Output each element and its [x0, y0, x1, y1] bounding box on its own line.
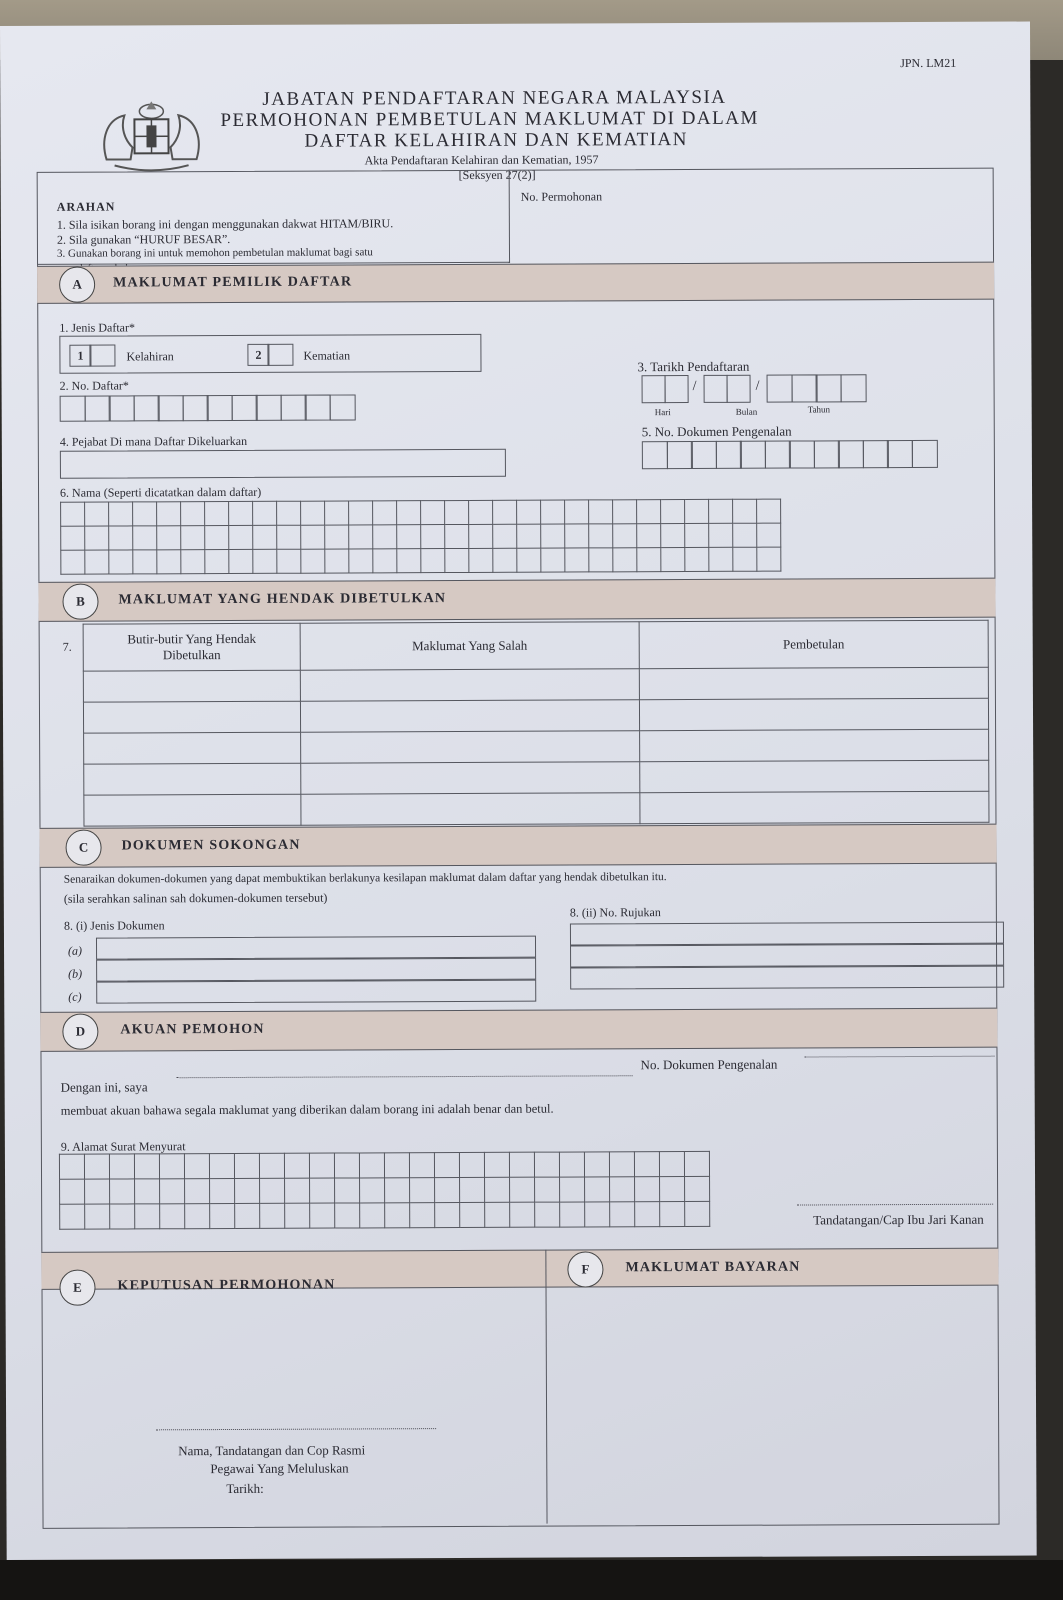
item-7-number: 7.	[62, 639, 72, 654]
section-a-badge: A	[59, 267, 95, 303]
akuan-statement: membuat akuan bahawa segala maklumat yang diberikan dalam borang ini adalah benar dan betul.	[60, 1101, 554, 1118]
arahan-heading: ARAHAN	[56, 199, 116, 214]
nama-label: 6. Nama (Seperti dicatatkan dalam daftar)	[60, 484, 262, 500]
table-row[interactable]	[83, 667, 988, 702]
tarikh-hari-cells[interactable]	[642, 375, 687, 403]
date-slash-2: /	[755, 378, 760, 394]
dengan-ini-label: Dengan ini, saya	[60, 1079, 148, 1095]
section-reference: [Seksyen 27(2)]	[458, 167, 536, 183]
section-e-title: KEPUTUSAN PERMOHONAN	[117, 1277, 336, 1294]
form-paper	[0, 22, 1037, 1560]
jenis-dokumen-input-c[interactable]	[96, 980, 536, 1004]
opt1-number: 1	[69, 345, 91, 367]
hari-caption: Hari	[654, 407, 671, 418]
section-b-badge: B	[62, 584, 98, 620]
tarikh-pendaftaran-label: 3. Tarikh Pendaftaran	[637, 358, 750, 375]
section-e-badge: E	[59, 1270, 95, 1306]
col-butir-header-line2: Dibetulkan	[162, 647, 221, 663]
officer-signature-caption: Nama, Tandatangan dan Cop Rasmi	[178, 1442, 366, 1459]
section-d-title: AKUAN PEMOHON	[120, 1021, 265, 1038]
pejabat-label: 4. Pejabat Di mana Daftar Dikeluarkan	[59, 433, 248, 449]
jenis-dokumen-input-b[interactable]	[96, 958, 536, 982]
col-butir-header-line1: Butir-butir Yang Hendak	[127, 630, 257, 647]
no-rujukan-input-b[interactable]	[570, 944, 1004, 968]
table-row[interactable]	[83, 698, 988, 733]
col-salah-header: Maklumat Yang Salah	[300, 622, 639, 670]
table-row[interactable]	[84, 791, 989, 826]
kematian-label: Kematian	[303, 348, 351, 363]
opt2-number: 2	[247, 344, 269, 366]
form-title-line1: JABATAN PENDAFTARAN NEGARA MALAYSIA	[262, 86, 727, 110]
section-f-title: MAKLUMAT BAYARAN	[625, 1259, 801, 1276]
alamat-grid[interactable]	[59, 1151, 710, 1230]
section-b-title: MAKLUMAT YANG HENDAK DIBETULKAN	[118, 591, 447, 608]
malaysia-coat-of-arms-icon	[96, 95, 206, 175]
no-rujukan-input-a[interactable]	[570, 922, 1004, 946]
officer-title-caption: Pegawai Yang Meluluskan	[210, 1460, 349, 1477]
alamat-label: 9. Alamat Surat Menyurat	[60, 1139, 186, 1154]
nama-grid[interactable]	[60, 499, 781, 575]
tarikh-bulan-cells[interactable]	[704, 375, 749, 403]
col-pembetulan-header: Pembetulan	[639, 620, 988, 669]
dokumen-desc-note: (sila serahkan salinan sah dokumen-dokumen tersebut)	[63, 890, 328, 906]
no-dokumen-pemohon-label: No. Dokumen Pengenalan	[640, 1056, 778, 1073]
table-row[interactable]	[84, 729, 989, 764]
no-rujukan-label: 8. (ii) No. Rujukan	[569, 905, 661, 920]
signature-caption: Tandatangan/Cap Ibu Jari Kanan	[813, 1211, 984, 1228]
no-daftar-cells[interactable]	[60, 394, 354, 421]
act-reference: Akta Pendaftaran Kelahiran dan Kematian, 1957	[364, 152, 599, 168]
tarikh-label: Tarikh:	[226, 1480, 264, 1497]
table-row[interactable]	[84, 760, 989, 795]
section-d-badge: D	[62, 1014, 98, 1050]
arahan-item-3: 3. Gunakan borang ini untuk memohon pembetulan maklumat bagi satu	[56, 246, 373, 260]
no-rujukan-input-c[interactable]	[570, 966, 1004, 990]
jenis-dokumen-input-a[interactable]	[96, 936, 536, 960]
row-c-label: (c)	[68, 989, 82, 1004]
tahun-caption: Tahun	[807, 404, 831, 415]
tarikh-tahun-cells[interactable]	[767, 374, 865, 402]
no-permohonan-label: No. Permohonan	[520, 189, 603, 204]
section-c-title: DOKUMEN SOKONGAN	[121, 837, 301, 854]
section-f-badge: F	[567, 1251, 603, 1287]
section-c-badge: C	[66, 830, 102, 866]
jenis-daftar-label: 1. Jenis Daftar*	[59, 320, 136, 335]
row-a-label: (a)	[68, 943, 83, 958]
pembetulan-table[interactable]	[83, 620, 990, 827]
date-slash-1: /	[692, 378, 697, 394]
arahan-item-2: 2. Sila gunakan “HURUF BESAR”.	[56, 231, 231, 247]
pejabat-input[interactable]	[60, 449, 506, 479]
form-title-line2: PERMOHONAN PEMBETULAN MAKLUMAT DI DALAM	[220, 107, 759, 132]
no-dokumen-cells[interactable]	[642, 440, 936, 469]
form-title-line3: DAFTAR KELAHIRAN DAN KEMATIAN	[304, 128, 688, 152]
kematian-checkbox[interactable]	[267, 344, 293, 366]
jenis-dokumen-label: 8. (i) Jenis Dokumen	[63, 918, 165, 933]
section-a-title: MAKLUMAT PEMILIK DAFTAR	[113, 274, 353, 291]
kelahiran-label: Kelahiran	[126, 349, 174, 364]
background-table-bottom	[0, 1560, 1063, 1600]
kelahiran-checkbox[interactable]	[89, 344, 115, 366]
arahan-item-1: 1. Sila isikan borang ini dengan menggunakan dakwat HITAM/BIRU.	[56, 216, 394, 232]
form-code: JPN. LM21	[900, 55, 957, 71]
bulan-caption: Bulan	[735, 406, 758, 417]
no-daftar-label: 2. No. Daftar*	[59, 378, 129, 393]
no-dokumen-label: 5. No. Dokumen Pengenalan	[641, 423, 792, 440]
row-b-label: (b)	[68, 966, 83, 981]
col-butir-header	[83, 623, 300, 671]
dokumen-desc: Senaraikan dokumen-dokumen yang dapat membuktikan berlakunya kesilapan maklumat dalam daftar yang hendak dibetulkan itu.	[63, 871, 667, 886]
